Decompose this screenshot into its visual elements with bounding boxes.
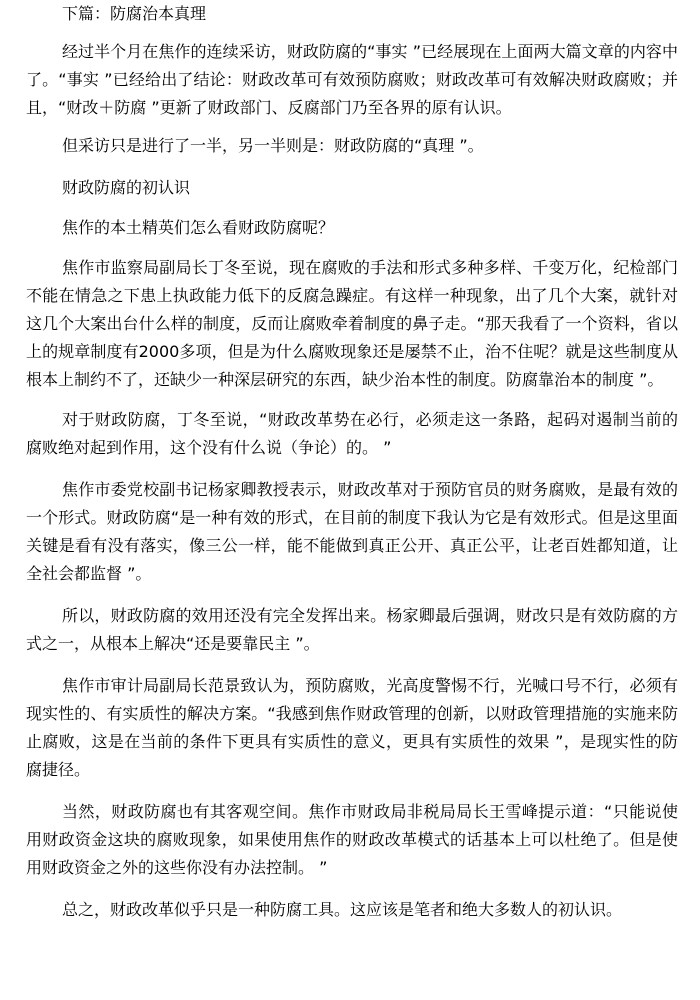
paragraph-ding-dongzhi-1: 焦作市监察局副局长丁冬至说，现在腐败的手法和形式多种多样、千变万化，纪检部门不能在情急之下患上执政能力低下的反腐急躁症。有这样一种现象，出了几个大案，就针对这几个大案出台什么样的制度，反而让腐败牵着制度的鼻子走。“那天我看了一个资料，省以上的规章制度有2000多项，但是为什么腐败现象还是屡禁不止，治不住呢？就是这些制度从根本上制约不了，还缺少一种深层研究的东西，缺少治本性的制度。防腐靠治本的制度 ”。 [26, 258, 678, 389]
paragraph-ding-dongzhi-2: 对于财政防腐，丁冬至说，“财政改革势在必行，必须走这一条路，起码对遏制当前的腐败绝对起到作用，这个没有什么说（争论）的。 ” [26, 410, 678, 457]
subheading: 财政防腐的初认识 [62, 178, 191, 197]
paragraph-question: 焦作的本土精英们怎么看财政防腐呢？ [62, 218, 335, 237]
section-title: 下篇：防腐治本真理 [62, 4, 207, 23]
paragraph-wang-xuefeng: 当然，财政防腐也有其客观空间。焦作市财政局非税局局长王雪峰提示道：“只能说使用财政资金这块的腐败现象，如果使用焦作的财政改革模式的话基本上可以杜绝了。但是使用财政资金之外的这些你没有办法控制。 ” [26, 802, 678, 877]
paragraph-half: 但采访只是进行了一半，另一半则是：财政防腐的“真理 ”。 [62, 136, 484, 155]
paragraph-fan-jingzhi: 焦作市审计局副局长范景致认为，预防腐败，光高度警惕不行，光喊口号不行，必须有现实性的、有实质性的解决方案。“我感到焦作财政管理的创新，以财政管理措施的实施来防止腐败，这是在当前的条件下更具有实质性的意义，更具有实质性的效果 ”，是现实性的防腐捷径。 [26, 676, 678, 779]
paragraph-yang-jiaqing-1: 焦作市委党校副书记杨家卿教授表示，财政改革对于预防官员的财务腐败，是最有效的一个形式。财政防腐“是一种有效的形式，在目前的制度下我认为它是有效形式。但是这里面关键是看有没有落实，像三公一样，能不能做到真正公开、真正公平，让老百姓都知道，让全社会都监督 ”。 [26, 480, 678, 583]
paragraph-intro: 经过半个月在焦作的连续采访，财政防腐的“事实 ”已经展现在上面两大篇文章的内容中了。“事实 ”已经给出了结论：财政改革可有效预防腐败；财政改革可有效解决财政腐败；并且，“财改＋防腐 ”更新了财政部门、反腐部门乃至各界的原有认识。 [26, 42, 678, 117]
paragraph-yang-jiaqing-2: 所以，财政防腐的效用还没有完全发挥出来。杨家卿最后强调，财改只是有效防腐的方式之一，从根本上解决“还是要靠民主 ”。 [26, 606, 678, 653]
paragraph-summary: 总之，财政改革似乎只是一种防腐工具。这应该是笔者和绝大多数人的初认识。 [62, 900, 623, 919]
